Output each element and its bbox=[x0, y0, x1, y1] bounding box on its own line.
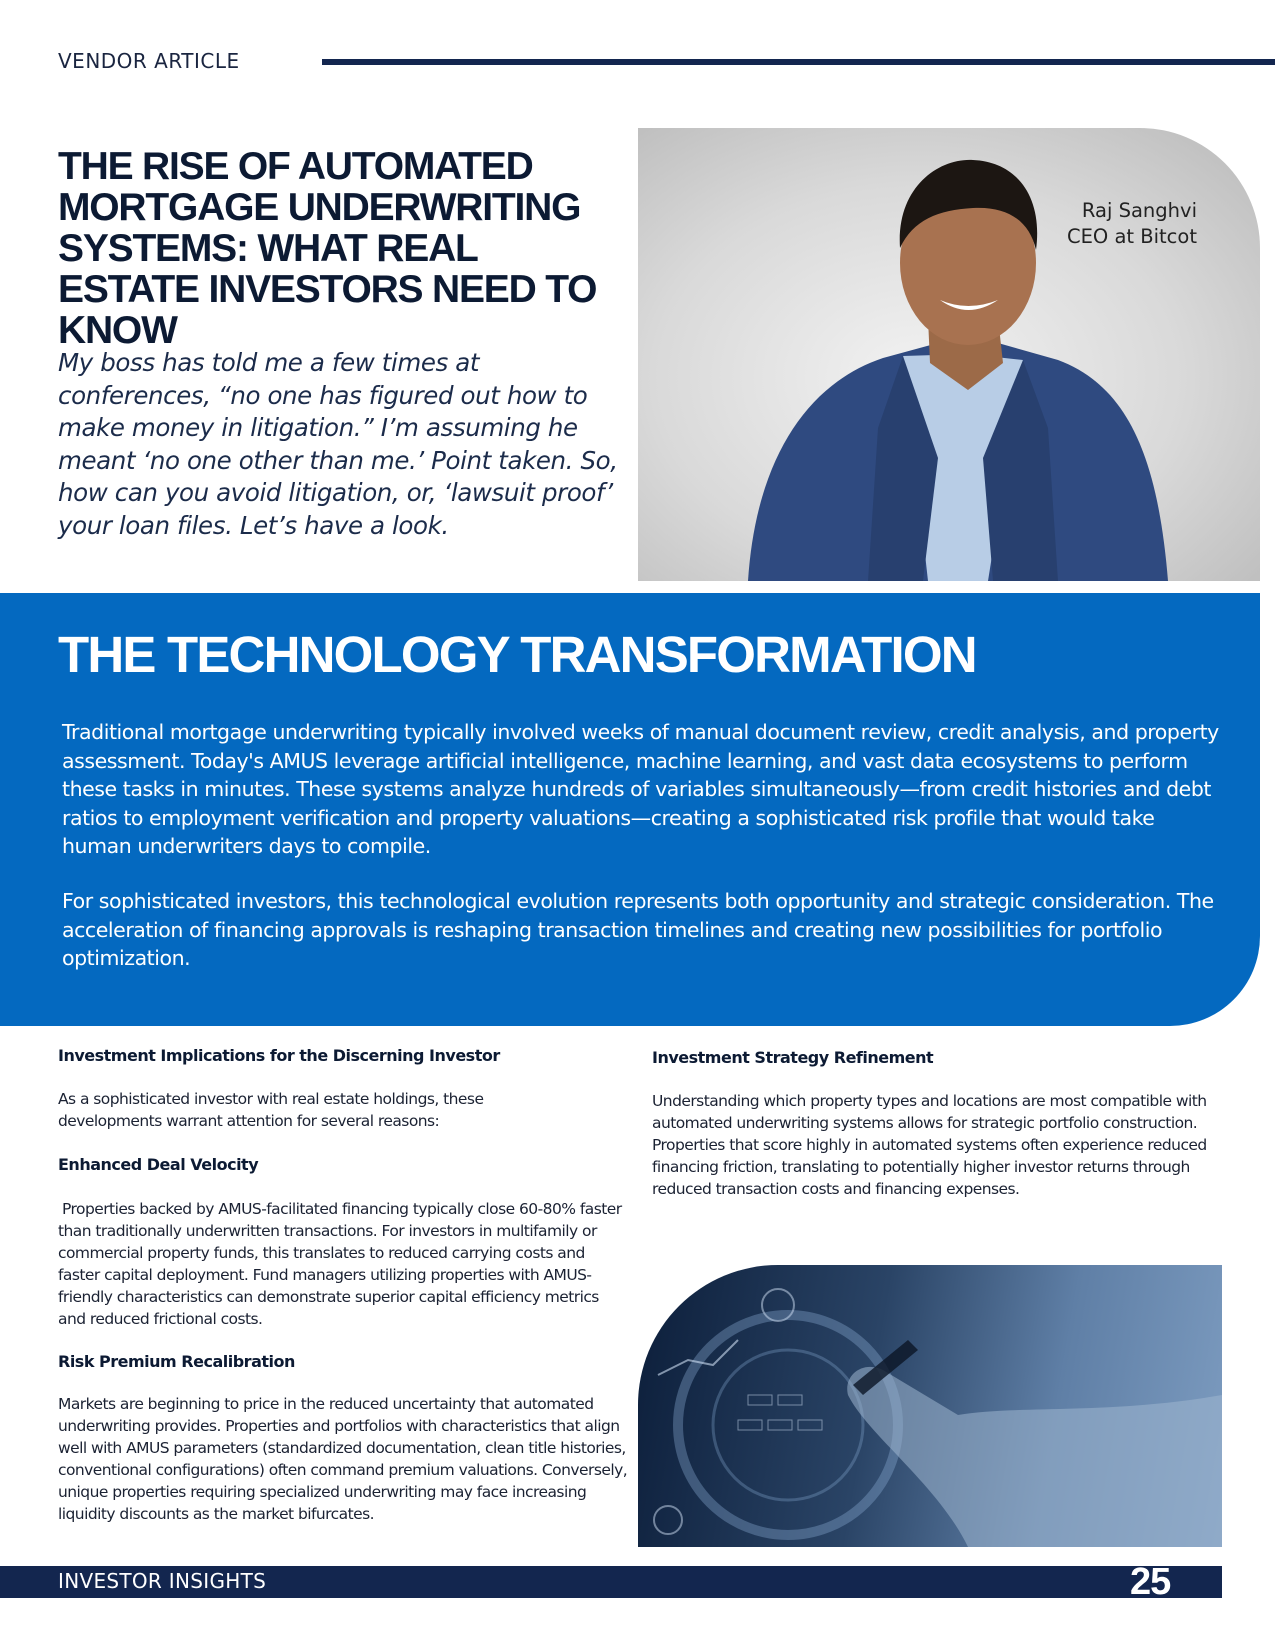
article-lede: My boss has told me a few times at conferences, “no one has figured out how to make money in litigation.” I’m assuming he meant ‘no one other than me.’ Point taken. So, how can you avoid litigation, or, ‘lawsuit proof’ your loan files. Let’s have a look. bbox=[58, 348, 618, 540]
tech-overlay-illustration bbox=[638, 1265, 1222, 1547]
author-portrait-illustration bbox=[638, 128, 1260, 581]
author-photo bbox=[638, 128, 1260, 581]
left-paragraph-intro: As a sophisticated investor with real estate holdings, these developments warrant attention for several reasons: bbox=[58, 1090, 484, 1130]
left-paragraph-risk: Markets are beginning to price in the reduced uncertainty that automated underwriting provides. Properties and portfolios with characteristics that align well with AMUS parameters (standardized documentation, clean title histories, conventional configurations) often command premium valuations. Conversely, unique properties requiring specialized underwriting may face increasing liquidity discounts as the market bifurcates. bbox=[58, 1395, 628, 1523]
article-title: THE RISE OF AUTOMATED MORTGAGE UNDERWRITING SYSTEMS: WHAT REAL ESTATE INVESTORS NEED TO KNOW bbox=[58, 145, 597, 352]
band-paragraph-2: For sophisticated investors, this technological evolution represents both opportunity and strategic consideration. The acceleration of financing approvals is reshaping transaction timelines and creating new possibilities for portfolio optimization. bbox=[62, 889, 1214, 970]
header-rule bbox=[322, 59, 1275, 65]
left-heading-risk: Risk Premium Recalibration bbox=[58, 1352, 295, 1371]
left-heading-velocity: Enhanced Deal Velocity bbox=[58, 1155, 259, 1174]
left-paragraph-velocity: Properties backed by AMUS-facilitated financing typically close 60-80% faster than traditionally underwritten transactions. For investors in multifamily or commercial property funds, this translates to reduced carrying costs and faster capital deployment. Fund managers utilizing properties with AMUS-friendly characteristics can demonstrate superior capital efficiency metrics and reduced frictional costs. bbox=[58, 1200, 622, 1328]
right-heading-strategy: Investment Strategy Refinement bbox=[652, 1048, 934, 1067]
footer-label: INVESTOR INSIGHTS bbox=[58, 1569, 267, 1593]
author-caption bbox=[1067, 198, 1197, 250]
author-role: CEO at Bitcot bbox=[1066, 225, 1197, 248]
page-number: 25 bbox=[1130, 1561, 1171, 1603]
handshake-tech-image bbox=[638, 1265, 1222, 1547]
right-paragraph-strategy: Understanding which property types and locations are most compatible with automated underwriting systems allows for strategic portfolio construction. Properties that score highly in automated systems often experience reduced financing friction, translating to potentially higher investor returns through reduced transaction costs and financing expenses. bbox=[652, 1092, 1207, 1198]
section-kicker: VENDOR ARTICLE bbox=[58, 49, 240, 73]
band-heading: THE TECHNOLOGY TRANSFORMATION bbox=[58, 626, 976, 683]
author-name: Raj Sanghvi bbox=[1081, 199, 1197, 222]
band-paragraph-1: Traditional mortgage underwriting typically involved weeks of manual document review, credit analysis, and property assessment. Today's AMUS leverage artificial intelligence, machine learning, and vast data ecosystems to perform these tasks in minutes. These systems analyze hundreds of variables simultaneously—from credit histories and debt ratios to employment verification and property valuations—creating a sophisticated risk profile that would take human underwriters days to compile. bbox=[62, 720, 1219, 858]
left-heading-implications: Investment Implications for the Discerning Investor bbox=[58, 1046, 500, 1065]
